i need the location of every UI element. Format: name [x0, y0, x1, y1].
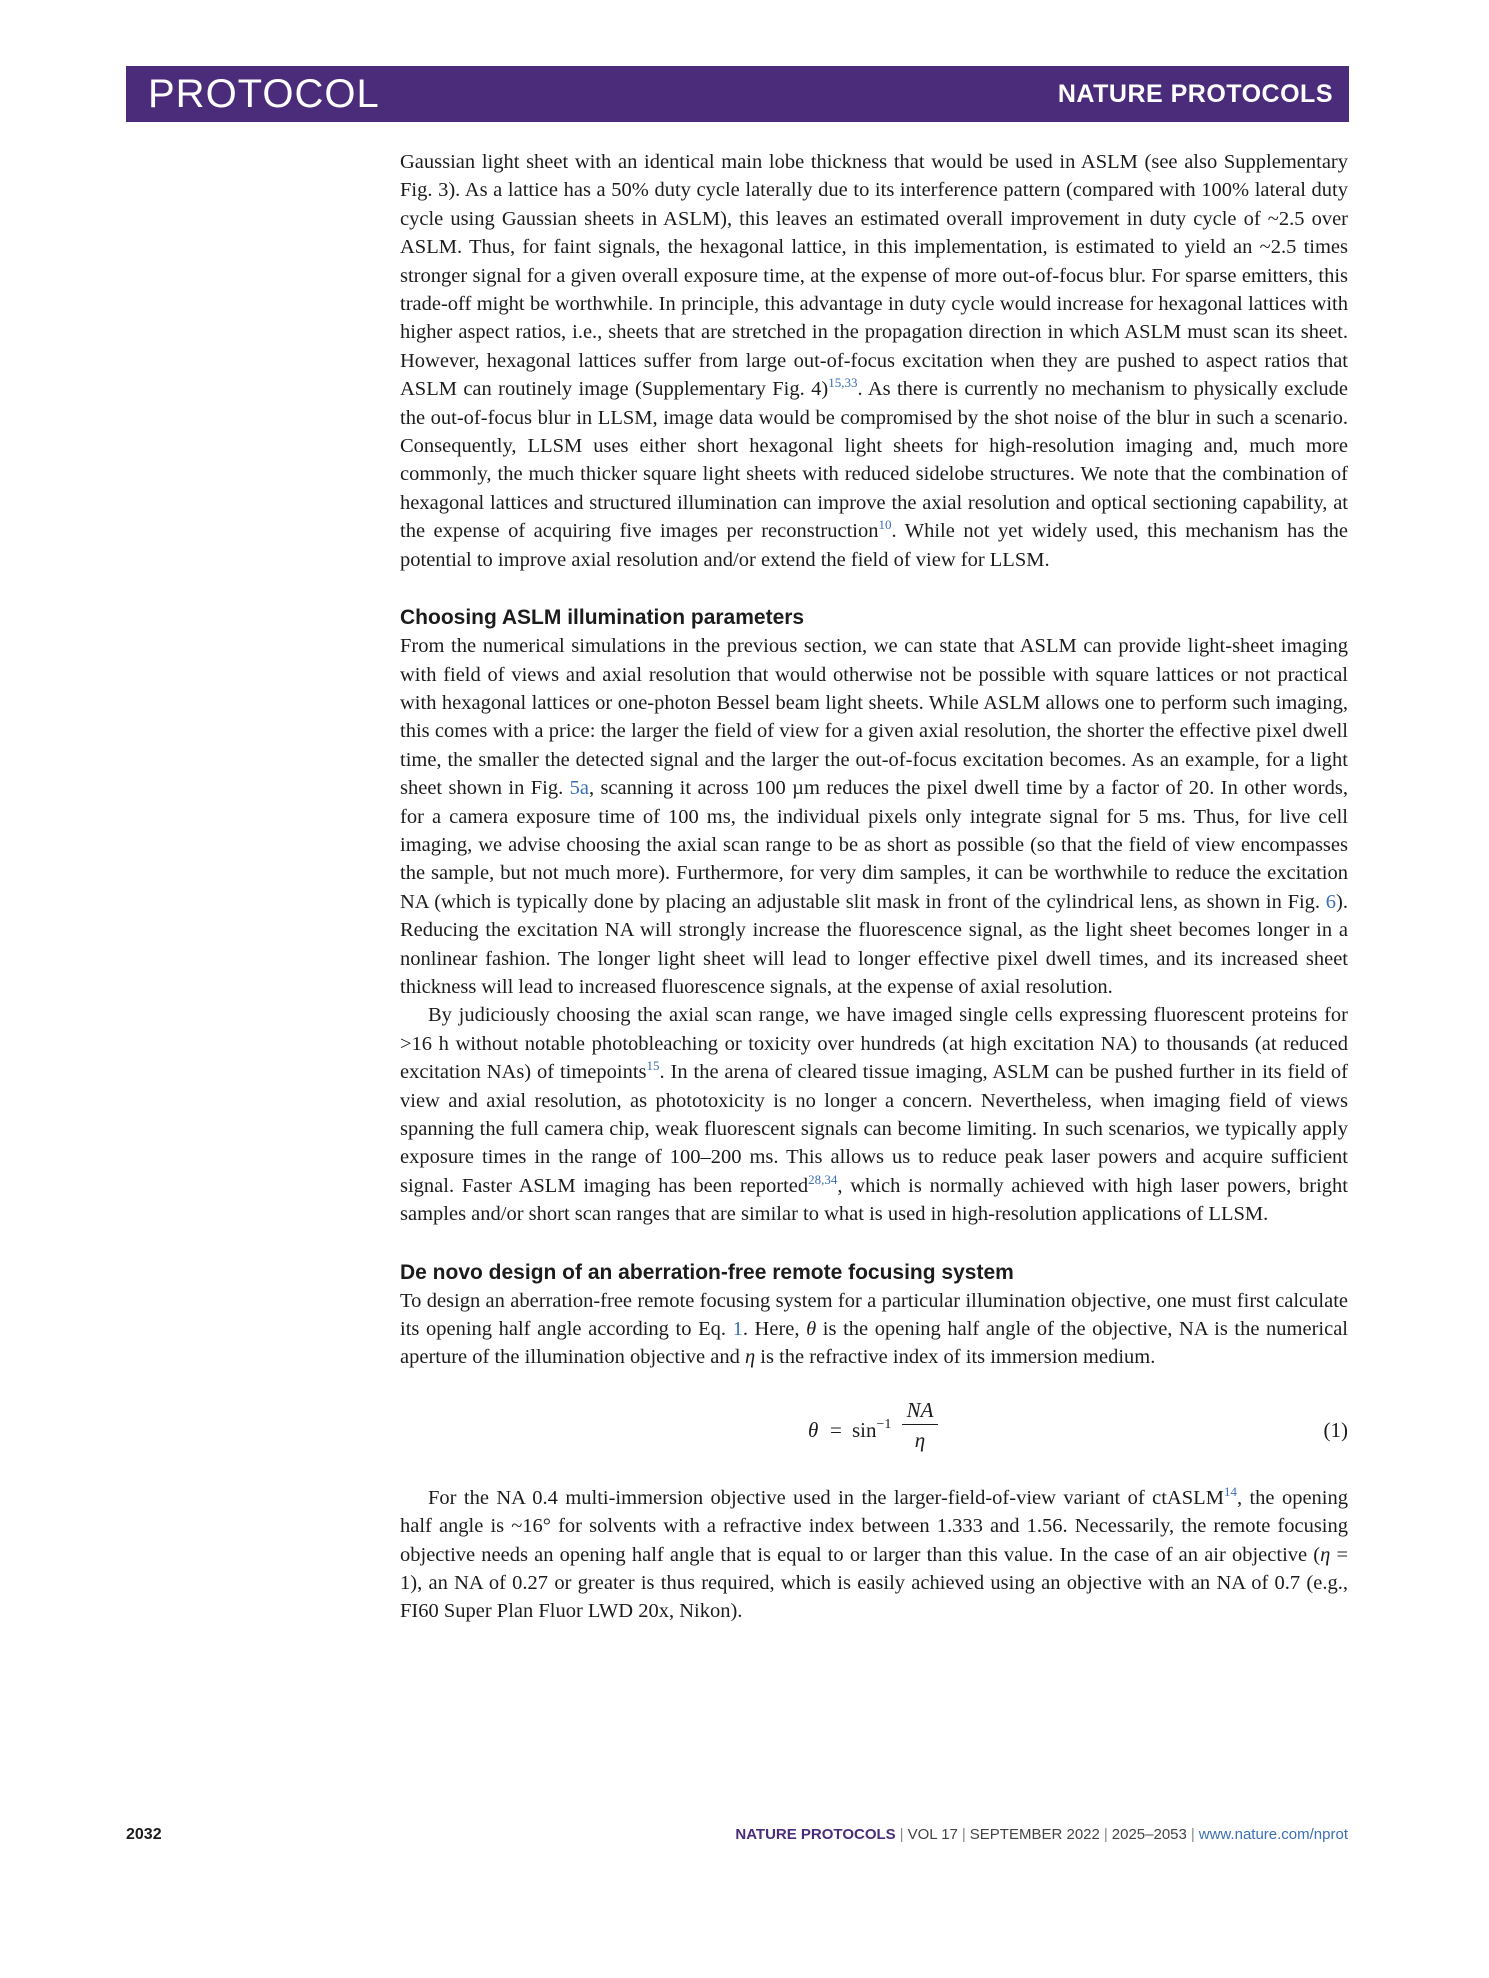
journal-url-link[interactable]: www.nature.com/nprot [1198, 1826, 1348, 1843]
citation-link[interactable]: 28,34 [808, 1171, 838, 1187]
section-heading: De novo design of an aberration-free remote focusing system [400, 1260, 1014, 1284]
citation-link[interactable]: 15,33 [828, 375, 858, 391]
page-footer: NATURE PROTOCOLS | VOL 17 | SEPTEMBER 2022 | 2025–2053 | www.nature.com/nprot [735, 1826, 1348, 1843]
article-body [400, 148, 1348, 1626]
paragraph: Gaussian light sheet with an identical main lobe thickness that would be used in ASLM (see also Supplementary Fig. 3). As a lattice has a 50% duty cycle laterally due to its interference pattern (compared with 100% lateral duty cycle using Gaussian sheets in ASLM), this leaves an estimated overall improvement in duty cycle of ~2.5 over ASLM. Thus, for faint signals, the hexagonal lattice, in this implementation, is estimated to yield an ~2.5 times stronger signal for a given overall exposure time, at the expense of more out-of-focus blur. For sparse emitters, this trade-off might be worthwhile. In principle, this advantage in duty cycle would increase for hexagonal lattices with higher aspect ratios, i.e., sheets that are stretched in the propagation direction in which ASLM must scan its sheet. However, hexagonal lattices suffer from large out-of-focus excitation when they are pushed to aspect ratios that ASLM can routinely image (Supplementary Fig. 4)$^{15,33}$. As there is currently no mechanism to physically exclude the out-of-focus blur in LLSM, image data would be compromised by the shot noise of the blur in such a scenario. Consequently, LLSM uses either short hexagonal light sheets for high-resolution imaging and, much more commonly, the much thicker square light sheets with reduced sidelobe structures. We note that the combination of hexagonal lattices and structured illumination can improve the axial resolution and optical sectioning capability, at the expense of acquiring five images per reconstruction$^{10}$. While not yet widely used, this mechanism has the potential to improve axial resolution and/or extend the field of view for LLSM. [400, 151, 1348, 571]
equation-number: (1) [1323, 1417, 1348, 1442]
page-number: 2032 [126, 1826, 162, 1843]
fraction: $\frac{NA}{\eta}$ [902, 1396, 938, 1455]
citation-link[interactable]: 10 [878, 517, 892, 533]
section-heading: Choosing ASLM illumination parameters [400, 606, 805, 630]
paragraph: From the numerical simulations in the previous section, we can state that ASLM can provide light-sheet imaging with field of views and axial resolution that would otherwise not be possible with square lattices or not practical with hexagonal lattices or one-photon Bessel beam light sheets. While ASLM allows one to perform such imaging, this comes with a price: the larger the field of view for a given axial resolution, the shorter the effective pixel dwell time, the smaller the detected signal and the larger the out-of-focus excitation becomes. As an example, for a light sheet shown in Fig. 5a, scanning it across 100 µm reduces the pixel dwell time by a factor of 20. In other words, for a camera exposure time of 100 ms, the individual pixels only integrate signal for 5 ms. Thus, for live cell imaging, we advise choosing the axial scan range to be as short as possible (so that the field of view encompasses the sample, but not much more). Furthermore, for very dim samples, it can be worthwhile to reduce the excitation NA (which is typically done by placing an adjustable slit mask in front of the cylindrical lens, as shown in Fig. 6). Reducing the excitation NA will strongly increase the fluorescence signal, as the light sheet becomes longer in a nonlinear fashion. The longer light sheet will lead to longer effective pixel dwell times, and its increased sheet thickness will lead to increased fluorescence signals, at the expense of axial resolution. [400, 635, 1348, 998]
figure-link[interactable]: 6 [1325, 890, 1337, 913]
equation-link[interactable]: 1 [732, 1318, 743, 1341]
paragraph: To design an aberration-free remote focusing system for a particular illumination objective, one must first calculate its opening half angle according to Eq. 1. Here, θ is the opening half angle of the objective, NA is the numerical aperture of the illumination objective and η is the refractive index of its immersion medium. [400, 1289, 1349, 1369]
page-header [126, 66, 1349, 122]
figure-link[interactable]: 5a [569, 777, 589, 800]
citation-link[interactable]: 14 [1223, 1483, 1237, 1499]
journal-name: NATURE PROTOCOLS [1057, 80, 1333, 108]
section-label: PROTOCOL [148, 72, 380, 116]
paragraph: By judiciously choosing the axial scan range, we have imaged single cells expressing fluorescent proteins for >16 h without notable photobleaching or toxicity over hundreds (at high excitation NA) to thousands (at reduced excitation NAs) of timepoints$^{15}$. In the arena of cleared tissue imaging, ASLM can be pushed further in its field of view and axial resolution, as phototoxicity is no longer a concern. Nevertheless, when imaging field of views spanning the full camera chip, weak fluorescent signals can become limiting. In such scenarios, we typically apply exposure times in the range of 100–200 ms. This allows us to reduce peak laser powers and acquire sufficient signal. Faster ASLM imaging has been reported$^{28,34}$, which is normally achieved with high laser powers, bright samples and/or short scan ranges that are similar to what is used in high-resolution applications of LLSM. [400, 1004, 1348, 1226]
paragraph: For the NA 0.4 multi-immersion objective used in the larger-field-of-view variant of ctASLM$^{14}$, the opening half angle is ~16° for solvents with a refractive index between 1.333 and 1.56. Necessarily, the remote focusing objective needs an opening half angle that is equal to or larger than this value. In the case of an air objective (η = 1), an NA of 0.27 or greater is thus required, which is easily achieved using an objective with an NA of 0.7 (e.g., FI60 Super Plan Fluor LWD 20x, Nikon). [400, 1483, 1349, 1623]
equation: θ = $\sin^{-1}$ $\frac{NA}{\eta}$ (1) [400, 1390, 1348, 1470]
citation-link[interactable]: 15 [646, 1058, 660, 1074]
